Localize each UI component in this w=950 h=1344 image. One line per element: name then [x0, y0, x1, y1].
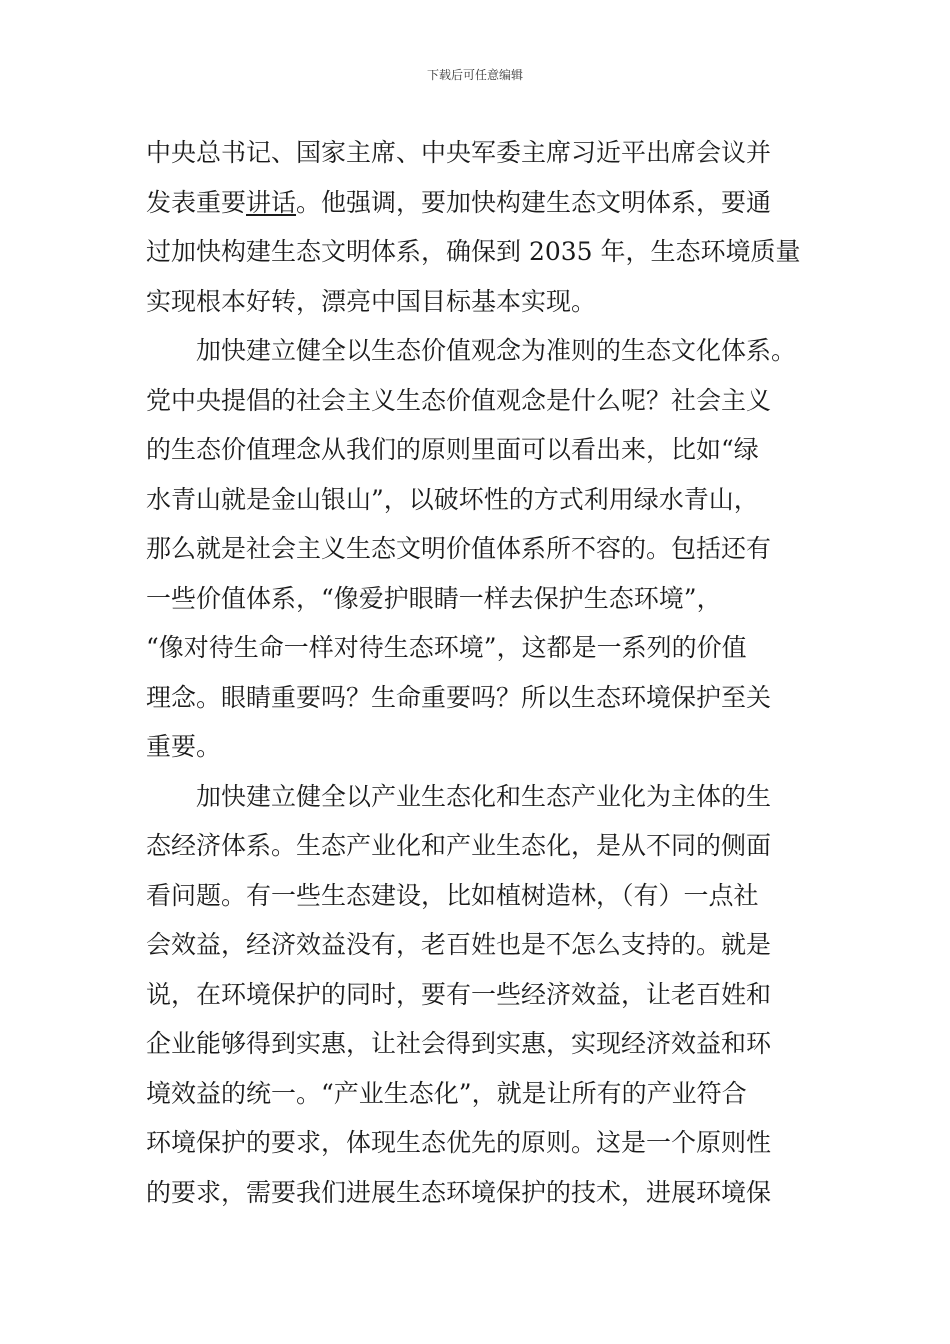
- paragraph-1: [146, 128, 816, 326]
- text-line: “像对待生命一样对待生态环境”，这都是一系列的价值: [146, 633, 747, 662]
- text-line: 的生态价值理念从我们的原则里面可以看出来，比如“绿: [146, 435, 759, 464]
- text-line: 态经济体系。生态产业化和产业生态化，是从不同的侧面: [146, 831, 772, 860]
- text-line: 企业能够得到实惠，让社会得到实惠，实现经济效益和环: [146, 1029, 772, 1058]
- text-line: 那么就是社会主义生态文明价值体系所不容的。包括还有: [146, 534, 772, 563]
- line-text: 发表重要: [146, 187, 247, 217]
- text-line: 水青山就是金山银山”，以破坏性的方式利用绿水青山，: [146, 484, 759, 514]
- text-line: 加快建立健全以生态价值观念为准则的生态文化体系。: [196, 336, 797, 365]
- text-line: [146, 128, 816, 178]
- text-line: 理念。眼睛重要吗？生命重要吗？所以生态环境保护至关: [146, 682, 772, 712]
- text-line: [146, 178, 816, 228]
- paragraph-2: [146, 326, 816, 772]
- text-line: 说，在环境保护的同时，要有一些经济效益，让老百姓和: [146, 979, 772, 1009]
- text-line: 重要。: [146, 732, 222, 761]
- text-line: 的要求，需要我们进展生态环境保护的技术，进展环境保: [146, 1177, 772, 1207]
- text-line: 过加快构建生态文明体系，确保到 2035 年，生态环境质量: [146, 237, 801, 266]
- text-line: 环境保护的要求，体现生态优先的原则。这是一个原则性: [146, 1128, 772, 1157]
- text-line: 实现根本好转，漂亮中国目标基本实现。: [146, 286, 597, 316]
- page-header: 下载后可任意编辑: [426, 68, 523, 82]
- text-line: 会效益，经济效益没有，老百姓也是不怎么支持的。就是: [146, 930, 772, 959]
- text-line: 看问题。有一些生态建设，比如植树造林，（有）一点社: [146, 880, 759, 910]
- paragraph-3: [146, 772, 816, 1218]
- text-line: 党中央提倡的社会主义生态价值观念是什么呢？社会主义: [146, 385, 772, 415]
- line-text: 中央总书记、国家主席、中央军委主席习近平出席会议并: [146, 138, 772, 167]
- speech-link[interactable]: 讲话: [246, 187, 297, 217]
- line-text: 。他强调，要加快构建生态文明体系，要通: [296, 187, 772, 217]
- text-line: 境效益的统一。“产业生态化”，就是让所有的产业符合: [146, 1078, 747, 1108]
- text-line: 一些价值体系，“像爱护眼睛一样去保护生态环境”，: [146, 583, 722, 613]
- text-line: 加快建立健全以产业生态化和生态产业化为主体的生: [196, 781, 772, 811]
- document-body: [146, 128, 816, 1217]
